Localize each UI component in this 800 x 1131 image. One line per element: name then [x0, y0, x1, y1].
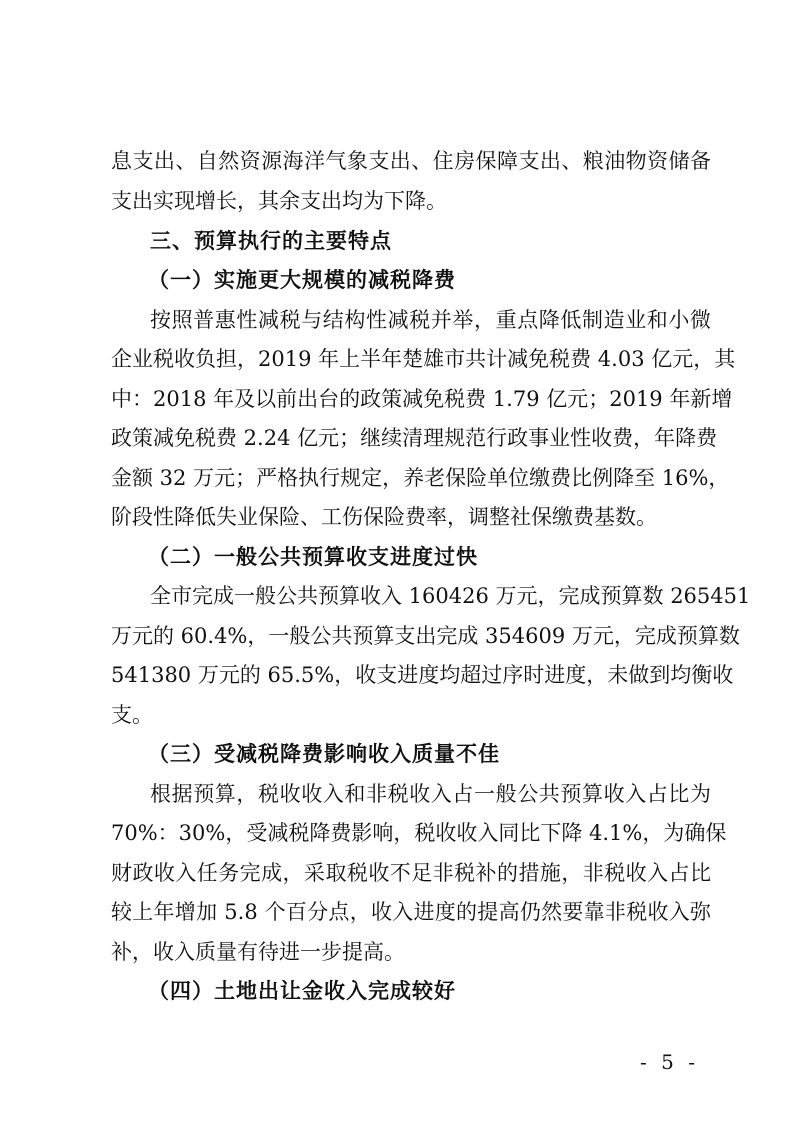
paragraph-line: 根据预算，税收收入和非税收入占一般公共预算收入占比为 — [150, 782, 711, 806]
paragraph-line: 财政收入任务完成，采取税收不足非税补的措施，非税收入占比 — [111, 861, 711, 885]
paragraph-line: 万元的 60.4%，一般公共预算支出完成 354609 万元，完成预算数 — [111, 624, 740, 648]
paragraph-line: 70%：30%，受减税降费影响，税收收入同比下降 4.1%，为确保 — [111, 821, 727, 845]
paragraph-line: 中：2018 年及以前出台的政策减免税费 1.79 亿元；2019 年新增 — [111, 387, 733, 411]
page-number: - 5 - — [640, 1050, 699, 1074]
paragraph-line: 较上年增加 5.8 个百分点，收入进度的提高仍然要靠非税收入弥 — [111, 900, 711, 924]
paragraph-line: 补，收入质量有待进一步提高。 — [111, 940, 405, 964]
paragraph-line: 541380 万元的 65.5%，收支进度均超过序时进度，未做到均衡收 — [111, 663, 734, 687]
paragraph-line: 企业税收负担，2019 年上半年楚雄市共计减免税费 4.03 亿元，其 — [111, 347, 736, 371]
subsection-heading-1: （一）实施更大规模的减税降费 — [148, 267, 456, 292]
paragraph-line: 阶段性降低失业保险、工伤保险费率，调整社保缴费基数。 — [111, 505, 657, 529]
paragraph-line: 支。 — [111, 703, 153, 727]
subsection-heading-2: （二）一般公共预算收支进度过快 — [148, 544, 478, 569]
paragraph-line: 支出实现增长，其余支出均为下降。 — [111, 189, 447, 213]
subsection-heading-3: （三）受减税降费影响收入质量不佳 — [148, 741, 500, 766]
section-heading: 三、预算执行的主要特点 — [150, 229, 392, 253]
paragraph-line: 金额 32 万元；严格执行规定，养老保险单位缴费比例降至 16%， — [111, 466, 730, 490]
paragraph-line: 按照普惠性减税与结构性减税并举，重点降低制造业和小微 — [150, 308, 711, 332]
paragraph-line: 息支出、自然资源海洋气象支出、住房保障支出、粮油物资储备 — [111, 149, 711, 173]
paragraph-line: 全市完成一般公共预算收入 160426 万元，完成预算数 265451 — [150, 584, 751, 608]
paragraph-line: 政策减免税费 2.24 亿元；继续清理规范行政事业性收费，年降费 — [111, 426, 718, 450]
subsection-heading-4: （四）土地出让金收入完成较好 — [148, 978, 456, 1003]
